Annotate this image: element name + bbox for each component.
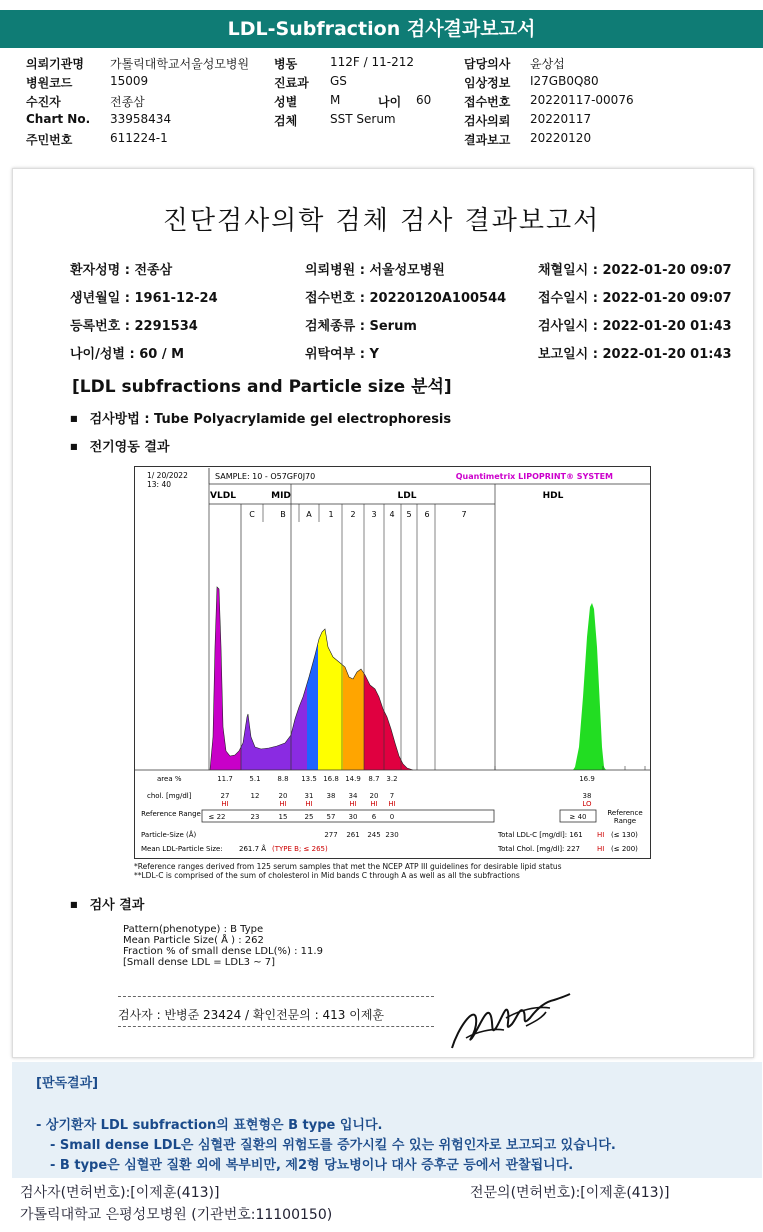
label-dept: 진료과 [274,76,309,90]
chol-label: chol. [mg/dl] [147,792,192,800]
area-value-5: 14.9 [345,775,361,783]
band-3: 3 [371,510,377,519]
group-hdl: HDL [542,491,564,501]
interpretation-line-3: - B type은 심혈관 질환 외에 복부비만, 제2형 당뇨병이나 대사 증후군 등에서 관찰됩니다. [50,1158,574,1173]
receipt-number: 접수번호 : 20220120A100544 [305,291,507,306]
chart-notes [134,862,562,880]
test-time: 검사일시 : 2022-01-20 01:43 [538,319,732,334]
area-label: area % [157,775,182,783]
band-7: 7 [461,510,467,519]
value-report: 20220120 [530,131,592,145]
chol-value-1: 12 [250,792,260,800]
signer-text: 검사자 : 반병준 23424 / 확인전문의 : 413 이제훈 [118,1008,385,1022]
flag-value-6: HI [370,800,378,808]
ref-value-3: 25 [304,813,314,821]
band-4: 4 [389,510,395,519]
chart-svg [135,467,650,858]
band-6: 6 [424,510,430,519]
group-vldl: VLDL [210,491,236,501]
ldl2-area-edge [318,634,321,770]
patient-regno: 등록번호 : 2291534 [70,319,198,334]
total-chol-ref: (≤ 200) [611,845,638,853]
chol-value-6: 20 [369,792,379,800]
ref-value-0: ≤ 22 [208,813,226,821]
total-ldl: Total LDL-C [mg/dl]: 161 [498,831,583,839]
ref-value-2: 15 [278,813,288,821]
mid-area [241,684,307,770]
result-sdldl: [Small dense LDL = LDL3 ~ 7] [123,957,276,968]
area-value-4: 16.8 [323,775,339,783]
ref-value-7: 0 [389,813,395,821]
band-2: 2 [350,510,356,519]
total-chol: Total Chol. [mg/dl]: 227 [498,845,580,853]
flag-value-0: HI [221,800,229,808]
chart-brand: Quantimetrix LIPOPRINT® SYSTEM [455,472,613,481]
psize-value-3: 230 [385,831,399,839]
note-1: *Reference ranges derived from 125 serum samples that met the NCEP ATP III guidelines for desirable lipid status [134,862,562,871]
label-chart: Chart No. [26,112,91,126]
value-doctor: 윤상섭 [530,57,565,71]
label-age: 나이 [378,95,402,109]
flag-value-8: LO [582,800,592,808]
hdl-peak [573,603,606,770]
section-title: [LDL subfractions and Particle size 분석] [72,377,452,397]
vldl-area [210,587,241,770]
result-pattern: Pattern(phenotype) : B Type [123,924,264,935]
band-c: C [249,510,255,519]
band-1: 1 [328,510,334,519]
ldl1-area-a [307,643,318,770]
value-resident: 611224-1 [110,131,168,145]
electrophoresis-chart [134,466,651,859]
chol-value-7: 7 [389,792,395,800]
group-ldl: LDL [397,491,417,501]
label-report: 결과보고 [464,133,511,147]
label-testreq: 검사의뢰 [464,114,511,128]
signature-image [446,988,572,1054]
chart-sample: SAMPLE: 10 - O57GF0J70 [215,472,316,481]
specimen-type: 검체종류 : Serum [305,319,417,334]
ldl2-area [321,629,343,770]
label-clinic: 임상정보 [464,76,511,90]
consign-status: 위탁여부 : Y [305,347,379,362]
value-examinee: 전종삼 [110,95,145,109]
chol-value-8: 38 [582,792,592,800]
band-b: B [280,510,286,519]
area-value-2: 8.8 [277,775,289,783]
band-a: A [306,510,312,519]
area-value-8: 16.9 [579,775,595,783]
signature-line-bottom [118,1026,434,1027]
label-resident: 주민번호 [26,133,73,147]
label-req-inst: 의뢰기관명 [26,57,84,71]
label-hosp-code: 병원코드 [26,76,73,90]
signature-line-top [118,996,434,997]
value-specimen: SST Serum [330,112,396,126]
note-2: **LDL-C is comprised of the sum of cholesterol in Mid bands C through A as well as all the subfractions [134,871,520,880]
label-receipt: 접수번호 [464,95,511,109]
receipt-time: 접수일시 : 2022-01-20 09:07 [538,291,732,306]
flag-value-5: HI [349,800,357,808]
value-testreq: 20220117 [530,112,592,126]
value-clinic: I27GB0Q80 [530,74,599,88]
footer-specialist: 전문의(면허번호):[이제훈(413)] [470,1185,670,1201]
interpretation-line-1: - 상기환자 LDL subfraction의 표현형은 B type 입니다. [36,1118,383,1133]
req-hospital: 의뢰병원 : 서울성모병원 [305,263,445,278]
ref-value-1: 23 [250,813,260,821]
chol-value-4: 38 [326,792,336,800]
electrophoresis-heading: ■ 전기영동 결과 [70,436,169,455]
chol-value-3: 31 [304,792,314,800]
mean-label: Mean LDL-Particle Size: [141,845,223,853]
interpretation-line-2: - Small dense LDL은 심혈관 질환의 위험도를 증가시킬 수 있는 위험인자로 보고되고 있습니다. [50,1138,616,1153]
chol-value-2: 20 [278,792,288,800]
area-value-6: 8.7 [368,775,380,783]
psize-value-1: 261 [346,831,360,839]
value-receipt: 20220117-00076 [530,93,634,107]
result-fraction: Fraction % of small dense LDL(%) : 11.9 [123,946,323,957]
total-ldl-ref: (≤ 130) [611,831,638,839]
value-hosp-code: 15009 [110,74,149,88]
value-chart: 33958434 [110,112,172,126]
area-value-7: 3.2 [386,775,398,783]
interpretation-panel [12,1062,762,1178]
chol-value-0: 27 [220,792,230,800]
request-info [26,55,746,150]
value-age: 60 [416,93,432,107]
footer-tester: 검사자(면허번호):[이제훈(413)] [20,1185,220,1201]
ref-value-6: 6 [371,813,377,821]
ref-label: Reference Range [141,810,201,818]
flag-value-7: HI [388,800,396,808]
result-heading: ■ 검사 결과 [70,894,144,913]
band-5: 5 [406,510,412,519]
label-ward: 병동 [274,57,298,71]
chart-date: 1/ 20/2022 [147,471,188,480]
value-dept: GS [330,74,347,88]
patient-name: 환자성명 : 전종삼 [70,263,173,278]
patient-birth: 생년월일 : 1961-12-24 [70,291,218,306]
psize-label: Particle-Size (Å) [141,831,197,839]
report-heading: 진단검사의학 검체 검사 결과보고서 [162,206,601,236]
area-value-3: 13.5 [301,775,317,783]
label-specimen: 검체 [274,114,298,128]
report-title-bar: LDL-Subfraction 검사결과보고서 [0,10,763,48]
psize-value-2: 245 [367,831,381,839]
blood-time: 채혈일시 : 2022-01-20 09:07 [538,263,732,278]
ref-label-right: Reference [607,809,643,817]
ref-value-8: ≥ 40 [569,813,587,821]
chol-value-5: 34 [348,792,358,800]
flag-value-3: HI [305,800,313,808]
patient-agesex: 나이/성별 : 60 / M [70,347,185,362]
ref-value-4: 57 [326,813,336,821]
interpretation-heading: [판독결과] [36,1076,99,1091]
test-method: ■ 검사방법 : Tube Polyacrylamide gel electrophoresis [70,408,451,427]
flag-value-2: HI [279,800,287,808]
mean-type: (TYPE B; ≤ 265) [272,845,328,853]
chart-time: 13: 40 [147,480,171,489]
report-time: 보고일시 : 2022-01-20 01:43 [538,347,732,362]
ref-label-right-2: Range [613,817,637,825]
label-doctor: 담당의사 [464,57,511,71]
value-req-inst: 가톨릭대학교서울성모병원 [110,57,250,71]
value-sex: M [330,93,341,107]
group-mid: MID [271,491,291,501]
result-mean-size: Mean Particle Size( Å ) : 262 [123,935,264,946]
result-text [123,924,323,968]
value-ward: 112F / 11-212 [330,55,414,69]
area-value-0: 11.7 [217,775,233,783]
psize-value-0: 277 [324,831,338,839]
ref-value-5: 30 [348,813,358,821]
density-curves [210,587,606,770]
label-sex: 성별 [274,95,298,109]
mean-value: 261.7 Å [239,845,267,853]
ldl3-area [343,665,364,770]
band-dividers [209,484,645,770]
total-chol-flag: HI [597,845,605,853]
area-value-1: 5.1 [249,775,261,783]
table-values [209,775,643,839]
footer-institution: 가톨릭대학교 은평성모병원 (기관번호:11100150) [20,1207,333,1223]
total-ldl-flag: HI [597,831,605,839]
label-examinee: 수진자 [26,95,61,109]
